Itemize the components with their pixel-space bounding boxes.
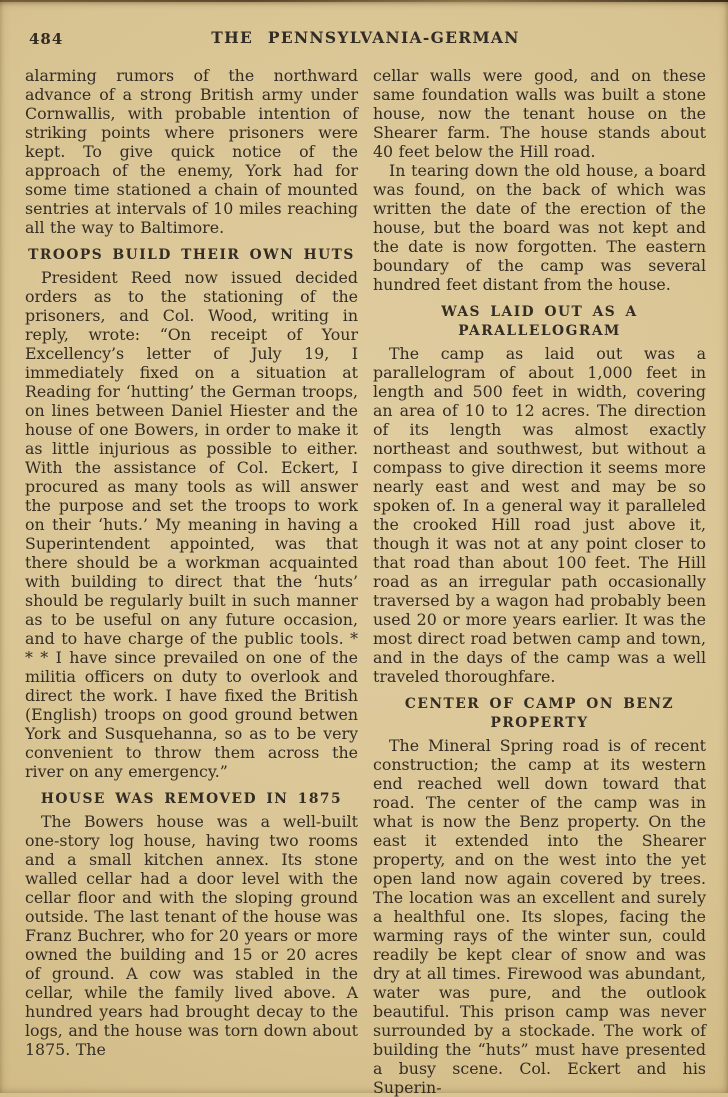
- page-body: [25, 66, 706, 1097]
- section-heading: TROOPS BUILD THEIR OWN HUTS: [28, 247, 355, 263]
- paragraph: alarming rumors of the northward advance of a strong British army under Cornwallis, with probable intention of striking points where prisoners were kept. To give quick notice of the approach of the enemy, York had for some time stationed a chain of mounted sentries at intervals of 10 miles reaching all the way to Baltimore.: [25, 66, 358, 237]
- paragraph: President Reed now issued decided orders as to the stationing of the prisoners, and Col. Wood, writing in reply, wrote: “On receipt of Your Excellency’s letter of July 19, I immediately fixed on a situation at Reading for ‘hutting’ the German troops, on lines between Daniel Hiester and the house of one Bowers, in order to make it as little injurious as possible to either. With the assistance of Col. Eckert, I procured as many tools as will answer the purpose and set the troops to work on their ‘huts.’ My meaning in having a Superintendent appointed, was that there should be a workman acquainted with building to direct that the ‘huts’ should be regularly built in such manner as to be useful on any future occasion, and to have charge of the public tools. * * * I have since prevailed on one of the militia officers on duty to overlook and direct the work. I have fixed the British (English) troops on good ground betwen York and Susquehanna, so as to be very convenient to throw them across the river on any emergency.”: [25, 268, 358, 781]
- paragraph: The Bowers house was a well-built one-story log house, having two rooms and a small kitchen annex. Its stone walled cellar had a door level with the cellar floor and with the sloping ground outside. The last tenant of the house was Franz Buchrer, who for 20 years or more owned the building and 15 or 20 acres of ground. A cow was stabled in the cellar, while the family lived above. A hundred years had brought decay to the logs, and the house was torn down about 1875. The: [25, 812, 358, 1059]
- page-header: [25, 28, 706, 50]
- paragraph: The camp as laid out was a parallelogram of about 1,000 feet in length and 500 feet in width, covering an area of 10 to 12 acres. The direction of its length was almost exactly northeast and southwest, but without a compass to give direction it seems more nearly east and west and may be so spoken of. In a general way it paralleled the crooked Hill road just above it, though it was not at any point closer to that road than about 100 feet. The Hill road as an irregular path occasionally traversed by a wagon had probably been used 20 or more years earlier. It was the most direct road betwen camp and town, and in the days of the camp was a well traveled thoroughfare.: [373, 344, 706, 686]
- paragraph: In tearing down the old house, a board was found, on the back of which was written the date of the erection of the house, but the board was not kept and the date is now forgotten. The eastern boundary of the camp was several hundred feet distant from the house.: [373, 161, 706, 294]
- left-column: [25, 66, 358, 1097]
- section-heading: CENTER OF CAMP ON BENZ PROPERTY: [404, 696, 675, 731]
- section-heading: WAS LAID OUT AS A PARALLELOGRAM: [441, 304, 638, 339]
- paragraph: The Mineral Spring road is of recent construction; the camp at its western end reached well down toward that road. The center of the camp was in what is now the Benz property. On the east it extended into the Shearer property, and on the west into the yet open land now again covered by trees. The location was an excellent and surely a healthful one. Its slopes, facing the warming rays of the winter sun, could readily be kept clear of snow and was dry at all times. Firewood was abundant, water was pure, and the outlook beautiful. This prison camp was never surrounded by a stockade. The work of building the “huts” must have presented a busy scene. Col. Eckert and his Superin-: [373, 736, 706, 1097]
- page-number: 484: [29, 30, 64, 48]
- section-heading: HOUSE WAS REMOVED IN 1875: [40, 791, 343, 807]
- right-column: [373, 66, 706, 1097]
- paragraph: cellar walls were good, and on these same foundation walls was built a stone house, now the tenant house on the Shearer farm. The house stands about 40 feet below the Hill road.: [373, 66, 706, 161]
- journal-title: THE PENNSYLVANIA-GERMAN: [211, 28, 520, 47]
